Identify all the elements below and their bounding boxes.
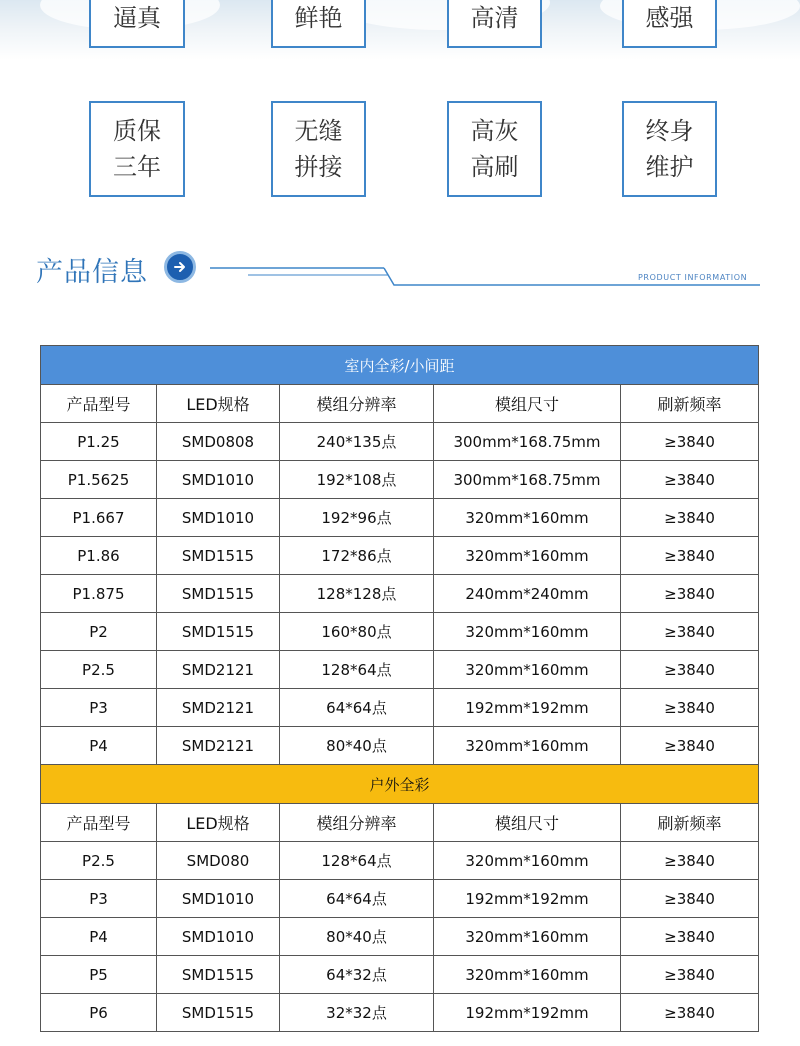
table-cell: ≥3840 [621,461,759,499]
table-row [41,994,759,1032]
table-cell: 80*40点 [280,918,434,956]
table-row [41,880,759,918]
table-cell: P5 [41,956,157,994]
table-cell: P2 [41,613,157,651]
table-cell: P1.667 [41,499,157,537]
column-header: 刷新频率 [621,804,759,842]
table-cell: 192mm*192mm [434,880,621,918]
table-cell: ≥3840 [621,994,759,1032]
table-cell: ≥3840 [621,499,759,537]
table-cell: SMD1515 [157,994,280,1032]
table-row [41,537,759,575]
table-row [41,499,759,537]
table-cell: 300mm*168.75mm [434,461,621,499]
table-cell: ≥3840 [621,689,759,727]
column-header: 模组尺寸 [434,385,621,423]
table-cell: ≥3840 [621,537,759,575]
section-subtitle: PRODUCT INFORMATION [638,273,748,282]
feature-label: 鲜艳 [294,4,343,32]
table-header-row [41,385,759,423]
table-row [41,956,759,994]
table-cell: SMD1010 [157,499,280,537]
table-cell: P3 [41,880,157,918]
indoor-section-header-row [41,346,759,385]
table-cell: 32*32点 [280,994,434,1032]
table-row [41,461,759,499]
indoor-section-title: 室内全彩/小间距 [41,346,759,385]
outdoor-section-header-row [41,765,759,804]
table-cell: P1.86 [41,537,157,575]
table-cell: SMD1515 [157,613,280,651]
table-row [41,918,759,956]
table-cell: SMD2121 [157,689,280,727]
table-cell: P4 [41,727,157,765]
table-row [41,727,759,765]
column-header: 模组尺寸 [434,804,621,842]
table-cell: 320mm*160mm [434,499,621,537]
table-cell: P4 [41,918,157,956]
feature-label: 感强 [645,4,694,32]
table-cell: SMD2121 [157,727,280,765]
table-cell: 64*32点 [280,956,434,994]
table-cell: 128*64点 [280,842,434,880]
table-cell: 192mm*192mm [434,994,621,1032]
table-cell: 320mm*160mm [434,956,621,994]
table-cell: P2.5 [41,651,157,689]
table-cell: SMD1010 [157,461,280,499]
table-cell: 64*64点 [280,689,434,727]
feature-label: 高清 [470,4,519,32]
table-cell: P3 [41,689,157,727]
table-cell: P2.5 [41,842,157,880]
table-cell: 64*64点 [280,880,434,918]
table-cell: 160*80点 [280,613,434,651]
table-header-row [41,804,759,842]
table-row [41,423,759,461]
table-cell: P1.875 [41,575,157,613]
table-cell: SMD1010 [157,880,280,918]
table-row [41,689,759,727]
outdoor-section-title: 户外全彩 [41,765,759,804]
table-cell: 192*108点 [280,461,434,499]
table-cell: ≥3840 [621,842,759,880]
column-header: 模组分辨率 [280,385,434,423]
column-header: LED规格 [157,804,280,842]
table-row [41,842,759,880]
table-cell: 320mm*160mm [434,613,621,651]
product-spec-table [40,345,759,1032]
table-cell: SMD080 [157,842,280,880]
table-cell: 320mm*160mm [434,918,621,956]
table-cell: 128*64点 [280,651,434,689]
table-cell: 192mm*192mm [434,689,621,727]
table-cell: ≥3840 [621,651,759,689]
table-row [41,613,759,651]
table-cell: SMD0808 [157,423,280,461]
column-header: 产品型号 [41,385,157,423]
table-cell: SMD1515 [157,956,280,994]
table-cell: 320mm*160mm [434,727,621,765]
table-cell: 300mm*168.75mm [434,423,621,461]
table-cell: 128*128点 [280,575,434,613]
table-cell: 240*135点 [280,423,434,461]
column-header: 刷新频率 [621,385,759,423]
table-cell: ≥3840 [621,423,759,461]
column-header: 产品型号 [41,804,157,842]
table-cell: ≥3840 [621,575,759,613]
table-cell: ≥3840 [621,880,759,918]
column-header: 模组分辨率 [280,804,434,842]
table-cell: 192*96点 [280,499,434,537]
table-cell: 320mm*160mm [434,842,621,880]
table-row [41,575,759,613]
table-cell: P1.5625 [41,461,157,499]
feature-label: 质保 三年 [113,117,161,181]
table-row [41,651,759,689]
table-cell: 320mm*160mm [434,651,621,689]
table-cell: P1.25 [41,423,157,461]
table-cell: ≥3840 [621,727,759,765]
feature-label: 高灰 高刷 [470,117,519,181]
feature-label: 无缝 拼接 [294,117,343,181]
table-cell: ≥3840 [621,956,759,994]
table-cell: ≥3840 [621,613,759,651]
feature-label: 终身 维护 [645,117,694,181]
table-cell: 240mm*240mm [434,575,621,613]
table-cell: P6 [41,994,157,1032]
column-header: LED规格 [157,385,280,423]
table-cell: 80*40点 [280,727,434,765]
table-cell: SMD1515 [157,575,280,613]
table-cell: 320mm*160mm [434,537,621,575]
section-divider-lines [0,0,800,300]
table-cell: SMD1515 [157,537,280,575]
table-cell: SMD1010 [157,918,280,956]
table-cell: 172*86点 [280,537,434,575]
section-title: 产品信息 [36,257,148,288]
table-cell: ≥3840 [621,918,759,956]
table-cell: SMD2121 [157,651,280,689]
feature-label: 逼真 [113,4,161,32]
